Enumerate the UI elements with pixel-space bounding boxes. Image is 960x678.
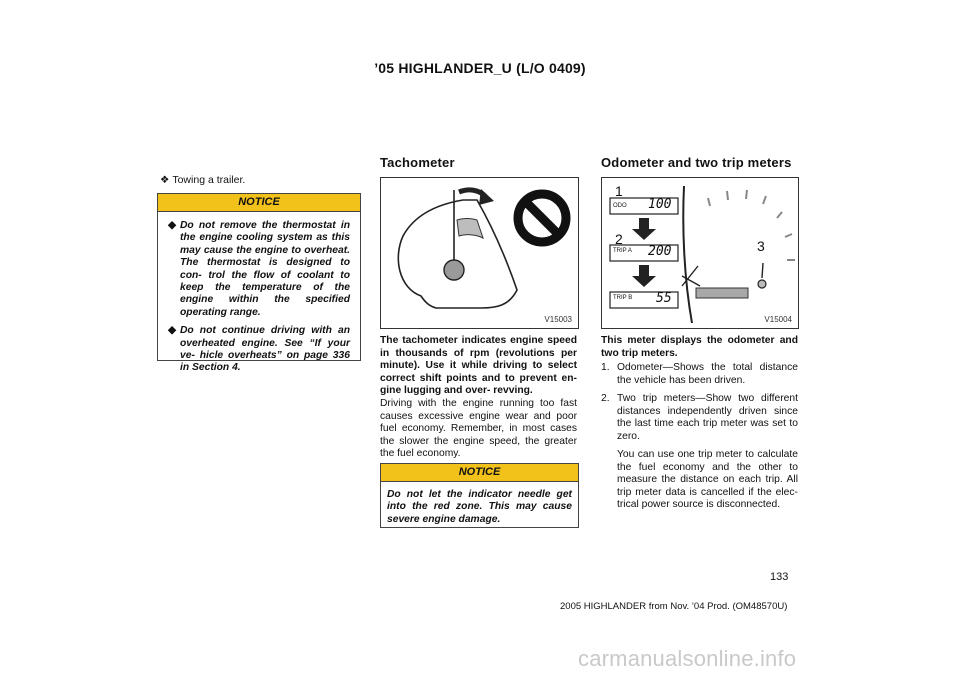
figure-number-3: 3	[757, 238, 765, 254]
list-item-extra: You can use one trip meter to calculate the fuel economy and the other to measure the distance on each trip. All trip meter data is cancelled if the elec- trical power source is disconnected.	[617, 449, 798, 510]
notice-box-redzone	[380, 463, 579, 528]
section-title-odometer: Odometer and two trip meters	[601, 155, 792, 170]
page-number: 133	[770, 571, 789, 583]
odometer-list	[601, 362, 798, 512]
odo-value: 100	[648, 197, 672, 212]
notice-box-thermostat	[157, 193, 361, 374]
footer-text: 2005 HIGHLANDER from Nov. ’04 Prod. (OM48570U)	[560, 601, 788, 612]
figure-number-2: 2	[615, 231, 623, 247]
trip-b-label: TRIP B	[613, 295, 633, 301]
list-item: 1. Odometer—Shows the total distance the vehicle has been driven.	[601, 362, 798, 386]
section-title-tachometer: Tachometer	[380, 155, 455, 170]
tachometer-intro: The tachometer indicates engine speed in thousands of rpm (revolutions per minute). Use it while driving to select correct shift points and to prevent en- gine lugging and over- revving.	[380, 335, 577, 396]
tachometer-paragraph: Driving with the engine running too fast causes excessive engine wear and poor fuel economy. Remember, in most cases the slower the engine speed, the greater the fuel economy.	[380, 398, 577, 459]
notice-text: Do not let the indicator needle get into the red zone. This may cause severe engine damage.	[387, 489, 572, 525]
odometer-intro: This meter displays the odometer and two trip meters.	[601, 335, 798, 359]
trip-b-value: 55	[656, 291, 672, 306]
trip-a-label: TRIP A	[613, 248, 632, 254]
tachometer-figure	[380, 177, 579, 329]
figure-number-1: 1	[615, 183, 623, 199]
diamond-icon: ◆	[168, 220, 176, 231]
odometer-figure	[601, 177, 799, 329]
notice-title: NOTICE	[158, 194, 360, 212]
figure-code: V15003	[544, 315, 572, 324]
bullet-diamond-icon: ❖	[160, 174, 173, 186]
notice-title: NOTICE	[381, 464, 578, 482]
trip-a-value: 200	[648, 244, 672, 259]
list-item: 2. Two trip meters—Show two different distances independently driven since the last time each trip meter was set to zero.	[601, 393, 798, 442]
tachometer-illustration	[381, 178, 578, 328]
watermark-text: carmanualsonline.info	[578, 646, 797, 671]
notice-item: ◆ Do not continue driving with an overheated engine. See “If your ve- hicle overheats” on page 336 in Section 4.	[168, 325, 350, 374]
document-header: ’05 HIGHLANDER_U (L/O 0409)	[374, 60, 586, 76]
diamond-icon: ◆	[168, 325, 176, 337]
odo-label: ODO	[613, 203, 627, 209]
notice-item: ◆ Do not remove the thermostat in the engine cooling system as this may cause the engine to overheat. The thermostat is designed to con- trol the flow of coolant to keep the temperature of the engine within the specified operating range.	[168, 220, 350, 318]
bullet-towing: ❖ Towing a trailer.	[160, 174, 246, 186]
figure-code: V15004	[764, 315, 792, 324]
